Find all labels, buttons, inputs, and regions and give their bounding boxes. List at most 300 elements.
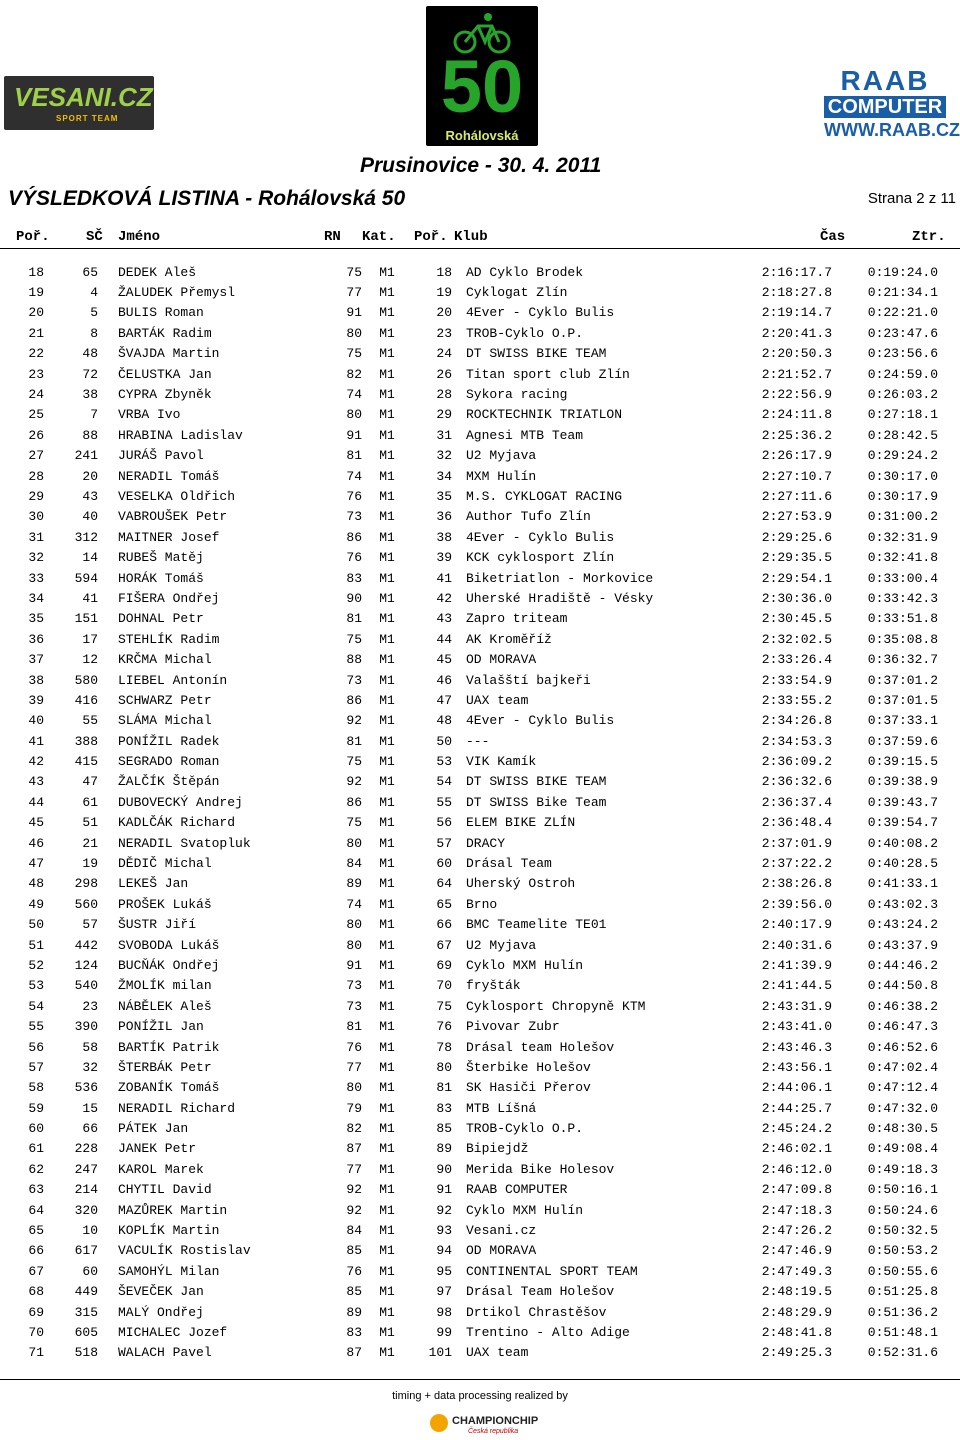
cell-time: 2:39:56.0 xyxy=(761,896,832,912)
table-row xyxy=(0,833,938,853)
cell-time: 2:30:45.5 xyxy=(761,611,832,627)
cell-name: NÁBĚLEK Aleš xyxy=(118,998,212,1014)
cell-category-position: 55 xyxy=(436,794,452,810)
cell-name: CHYTIL David xyxy=(118,1182,212,1198)
cell-time: 2:44:25.7 xyxy=(761,1100,832,1116)
cell-position: 45 xyxy=(28,815,44,831)
cell-category: M1 xyxy=(379,1039,395,1055)
cell-club: Merida Bike Holesov xyxy=(466,1161,615,1177)
cell-position: 21 xyxy=(28,325,44,341)
cell-time: 2:43:31.9 xyxy=(761,998,832,1014)
cell-category-position: 54 xyxy=(436,774,452,790)
cell-start-number: 536 xyxy=(74,1080,98,1096)
results-body xyxy=(0,262,938,1363)
cell-category: M1 xyxy=(379,427,395,443)
cell-club: Agnesi MTB Team xyxy=(466,427,584,443)
cell-start-number: 5 xyxy=(90,305,98,321)
cell-category: M1 xyxy=(379,917,395,933)
cell-loss: 0:37:33.1 xyxy=(867,713,938,729)
cell-time: 2:33:54.9 xyxy=(761,672,832,688)
cell-category: M1 xyxy=(379,529,395,545)
cell-position: 19 xyxy=(28,285,44,301)
championchip-icon xyxy=(430,1414,448,1432)
col-klub: Klub xyxy=(454,229,488,245)
cell-loss: 0:50:53.2 xyxy=(867,1243,938,1259)
cell-club: UAX team xyxy=(466,1345,529,1361)
cell-loss: 0:39:43.7 xyxy=(867,794,938,810)
cell-loss: 0:29:24.2 xyxy=(867,448,938,464)
cell-club: AK Kroměříž xyxy=(466,631,552,647)
cell-time: 2:29:25.6 xyxy=(761,529,832,545)
cell-category: M1 xyxy=(379,488,395,504)
cell-category-position: 42 xyxy=(436,590,452,606)
cell-position: 46 xyxy=(28,835,44,851)
cell-position: 31 xyxy=(28,529,44,545)
cell-category: M1 xyxy=(379,285,395,301)
cell-start-number: 21 xyxy=(82,835,98,851)
cell-category: M1 xyxy=(379,835,395,851)
cell-name: BUCŇÁK Ondřej xyxy=(118,957,220,973)
cell-birth-year: 76 xyxy=(346,488,362,504)
table-row xyxy=(0,1037,938,1057)
cell-club: CONTINENTAL SPORT TEAM xyxy=(466,1263,638,1279)
cell-club: BMC Teamelite TE01 xyxy=(466,917,607,933)
cell-category: M1 xyxy=(379,1100,395,1116)
table-row xyxy=(0,425,938,445)
cell-start-number: 38 xyxy=(82,387,98,403)
cell-club: DT SWISS BIKE TEAM xyxy=(466,346,607,362)
cell-club: Zapro triteam xyxy=(466,611,568,627)
cell-category-position: 29 xyxy=(436,407,452,423)
table-row xyxy=(0,649,938,669)
cell-start-number: 390 xyxy=(74,1019,98,1035)
cell-birth-year: 91 xyxy=(346,427,362,443)
cell-birth-year: 83 xyxy=(346,570,362,586)
cell-category-position: 64 xyxy=(436,876,452,892)
cell-time: 2:21:52.7 xyxy=(761,366,832,382)
cell-category-position: 85 xyxy=(436,1121,452,1137)
cell-start-number: 32 xyxy=(82,1059,98,1075)
cell-birth-year: 85 xyxy=(346,1284,362,1300)
cell-name: DUBOVECKÝ Andrej xyxy=(118,794,243,810)
table-row xyxy=(0,609,938,629)
cell-club: RAAB COMPUTER xyxy=(466,1182,568,1198)
cell-birth-year: 91 xyxy=(346,957,362,973)
cell-birth-year: 89 xyxy=(346,1304,362,1320)
cell-category-position: 92 xyxy=(436,1202,452,1218)
cell-loss: 0:33:00.4 xyxy=(867,570,938,586)
cell-time: 2:27:53.9 xyxy=(761,509,832,525)
cell-name: PROŠEK Lukáš xyxy=(118,896,212,912)
cell-time: 2:24:11.8 xyxy=(761,407,832,423)
cell-name: ŠVAJDA Martin xyxy=(118,346,220,362)
table-row xyxy=(0,874,938,894)
table-row xyxy=(0,813,938,833)
table-row xyxy=(0,486,938,506)
table-row xyxy=(0,568,938,588)
championchip-logo-name: CHAMPIONCHIP xyxy=(452,1415,539,1427)
rohalovska-logo-number: 50 xyxy=(440,45,524,128)
cell-category-position: 95 xyxy=(436,1263,452,1279)
cell-name: HORÁK Tomáš xyxy=(118,570,204,586)
cell-name: SLÁMA Michal xyxy=(118,713,212,729)
cell-club: DRACY xyxy=(466,835,506,851)
cell-position: 39 xyxy=(28,692,44,708)
cell-category-position: 89 xyxy=(436,1141,452,1157)
championchip-logo xyxy=(430,1412,540,1436)
cell-time: 2:37:01.9 xyxy=(761,835,832,851)
cell-name: FIŠERA Ondřej xyxy=(118,590,220,606)
cell-position: 54 xyxy=(28,998,44,1014)
cell-time: 2:27:11.6 xyxy=(761,488,832,504)
cell-time: 2:44:06.1 xyxy=(761,1080,832,1096)
cell-category-position: 80 xyxy=(436,1059,452,1075)
cell-name: RUBEŠ Matěj xyxy=(118,550,204,566)
cell-birth-year: 75 xyxy=(346,264,362,280)
cell-birth-year: 92 xyxy=(346,1182,362,1198)
cell-club: TROB-Cyklo O.P. xyxy=(466,325,584,341)
cell-birth-year: 77 xyxy=(346,285,362,301)
cell-start-number: 55 xyxy=(82,713,98,729)
cell-club: Valašští bajkeři xyxy=(466,672,591,688)
cell-category-position: 43 xyxy=(436,611,452,627)
cell-club: Sykora racing xyxy=(466,387,568,403)
page-number: Strana 2 z 11 xyxy=(867,190,956,207)
cell-name: JURÁŠ Pavol xyxy=(118,448,204,464)
cell-category-position: 41 xyxy=(436,570,452,586)
vesani-logo-text: VESANI.CZ xyxy=(14,82,153,112)
cell-start-number: 40 xyxy=(82,509,98,525)
table-row xyxy=(0,323,938,343)
cell-position: 50 xyxy=(28,917,44,933)
cell-position: 47 xyxy=(28,856,44,872)
cell-club: M.S. CYKLOGAT RACING xyxy=(466,488,623,504)
cell-birth-year: 79 xyxy=(346,1100,362,1116)
col-rn: RN xyxy=(324,229,341,245)
cell-category: M1 xyxy=(379,590,395,606)
cell-loss: 0:35:08.8 xyxy=(867,631,938,647)
cell-position: 56 xyxy=(28,1039,44,1055)
cell-loss: 0:48:30.5 xyxy=(867,1121,938,1137)
cell-name: HRABINA Ladislav xyxy=(118,427,243,443)
cell-time: 2:46:12.0 xyxy=(761,1161,832,1177)
table-row xyxy=(0,792,938,812)
table-row xyxy=(0,1322,938,1342)
table-row xyxy=(0,547,938,567)
cell-loss: 0:50:24.6 xyxy=(867,1202,938,1218)
cell-start-number: 560 xyxy=(74,896,98,912)
cell-birth-year: 75 xyxy=(346,815,362,831)
table-row xyxy=(0,446,938,466)
cell-loss: 0:37:59.6 xyxy=(867,733,938,749)
cell-category: M1 xyxy=(379,1284,395,1300)
cell-time: 2:46:02.1 xyxy=(761,1141,832,1157)
cell-club: VIK Kamík xyxy=(466,754,537,770)
cell-start-number: 47 xyxy=(82,774,98,790)
cell-loss: 0:37:01.2 xyxy=(867,672,938,688)
cell-start-number: 449 xyxy=(74,1284,98,1300)
cell-loss: 0:44:46.2 xyxy=(867,957,938,973)
cell-position: 65 xyxy=(28,1223,44,1239)
cell-name: NERADIL Tomáš xyxy=(118,468,220,484)
cell-loss: 0:41:33.1 xyxy=(867,876,938,892)
cell-position: 70 xyxy=(28,1325,44,1340)
cell-birth-year: 75 xyxy=(346,631,362,647)
cell-time: 2:22:56.9 xyxy=(761,387,832,403)
col-por: Poř. xyxy=(16,229,50,245)
cell-birth-year: 80 xyxy=(346,407,362,423)
cell-category: M1 xyxy=(379,856,395,872)
cell-club: UAX team xyxy=(466,692,529,708)
table-row xyxy=(0,282,938,302)
table-row xyxy=(0,507,938,527)
cell-time: 2:47:26.2 xyxy=(761,1223,832,1239)
cell-category: M1 xyxy=(379,896,395,912)
cell-loss: 0:39:15.5 xyxy=(867,754,938,770)
cell-category: M1 xyxy=(379,611,395,627)
cell-category: M1 xyxy=(379,998,395,1014)
cell-category: M1 xyxy=(379,1243,395,1259)
cell-club: 4Ever - Cyklo Bulis xyxy=(466,529,615,545)
cell-category: M1 xyxy=(379,1019,395,1035)
cell-category: M1 xyxy=(379,1059,395,1075)
cell-category: M1 xyxy=(379,815,395,831)
cell-birth-year: 74 xyxy=(346,896,362,912)
cell-loss: 0:19:24.0 xyxy=(867,264,938,280)
cell-club: Cyklo MXM Hulín xyxy=(466,1202,584,1218)
cell-category-position: 70 xyxy=(436,978,452,994)
cell-time: 2:36:09.2 xyxy=(761,754,832,770)
cell-loss: 0:37:01.5 xyxy=(867,692,938,708)
cell-birth-year: 83 xyxy=(346,1325,362,1340)
cell-category-position: 81 xyxy=(436,1080,452,1096)
cell-name: NERADIL Richard xyxy=(118,1100,236,1116)
cell-category-position: 47 xyxy=(436,692,452,708)
cell-category: M1 xyxy=(379,713,395,729)
table-row xyxy=(0,1200,938,1220)
cell-name: WALACH Pavel xyxy=(118,1345,212,1361)
table-row xyxy=(0,1241,938,1261)
cell-name: ŽALČÍK Štěpán xyxy=(118,774,220,790)
cell-position: 25 xyxy=(28,407,44,423)
cell-category-position: 24 xyxy=(436,346,452,362)
cell-time: 2:41:44.5 xyxy=(761,978,832,994)
raab-logo-url: WWW.RAAB.CZ xyxy=(824,120,960,140)
cell-time: 2:20:41.3 xyxy=(761,325,832,341)
cell-birth-year: 81 xyxy=(346,1019,362,1035)
cell-position: 62 xyxy=(28,1161,44,1177)
cell-position: 26 xyxy=(28,427,44,443)
cell-club: Titan sport club Zlín xyxy=(466,366,630,382)
table-row xyxy=(0,996,938,1016)
cell-name: LEKEŠ Jan xyxy=(118,876,189,892)
cell-start-number: 320 xyxy=(74,1202,98,1218)
cell-category-position: 20 xyxy=(436,305,452,321)
cell-category-position: 76 xyxy=(436,1019,452,1035)
table-row xyxy=(0,690,938,710)
vesani-logo-subtext: SPORT TEAM xyxy=(56,114,119,123)
cell-club: Bipiejdž xyxy=(466,1141,529,1157)
col-sc: SČ xyxy=(86,229,103,245)
cell-loss: 0:49:08.4 xyxy=(867,1141,938,1157)
page-title: VÝSLEDKOVÁ LISTINA - Rohálovská 50 xyxy=(8,187,406,210)
cell-category: M1 xyxy=(379,1182,395,1198)
cell-name: MAZŮREK Martin xyxy=(118,1202,228,1218)
cell-name: VABROUŠEK Petr xyxy=(118,509,228,525)
cell-loss: 0:30:17.9 xyxy=(867,488,938,504)
cell-birth-year: 80 xyxy=(346,835,362,851)
cell-time: 2:16:17.7 xyxy=(761,264,832,280)
table-row xyxy=(0,364,938,384)
cell-birth-year: 92 xyxy=(346,713,362,729)
cell-category: M1 xyxy=(379,631,395,647)
cell-category: M1 xyxy=(379,733,395,749)
cell-time: 2:34:26.8 xyxy=(761,713,832,729)
table-row xyxy=(0,1282,938,1302)
cell-birth-year: 86 xyxy=(346,794,362,810)
cell-category: M1 xyxy=(379,570,395,586)
cell-name: SEGRADO Roman xyxy=(118,754,220,770)
cell-time: 2:18:27.8 xyxy=(761,285,832,301)
cell-start-number: 617 xyxy=(74,1243,98,1259)
cell-club: Cyklo MXM Hulín xyxy=(466,957,584,973)
cell-name: ŠUSTR Jiří xyxy=(118,917,197,933)
cell-start-number: 580 xyxy=(74,672,98,688)
championchip-logo-sub: Česká republika xyxy=(468,1428,519,1435)
cell-category: M1 xyxy=(379,937,395,953)
cell-position: 24 xyxy=(28,387,44,403)
cell-start-number: 594 xyxy=(74,570,98,586)
cell-position: 42 xyxy=(28,754,44,770)
cell-category-position: 66 xyxy=(436,917,452,933)
table-row xyxy=(0,711,938,731)
cell-name: DOHNAL Petr xyxy=(118,611,204,627)
cell-category-position: 57 xyxy=(436,835,452,851)
cell-start-number: 312 xyxy=(74,529,98,545)
cell-time: 2:34:53.3 xyxy=(761,733,832,749)
cell-time: 2:27:10.7 xyxy=(761,468,832,484)
cell-position: 69 xyxy=(28,1304,44,1320)
table-row xyxy=(0,1261,938,1281)
cell-start-number: 540 xyxy=(74,978,98,994)
cell-birth-year: 81 xyxy=(346,611,362,627)
cell-position: 67 xyxy=(28,1263,44,1279)
cell-time: 2:32:02.5 xyxy=(761,631,832,647)
cell-time: 2:48:29.9 xyxy=(761,1304,832,1320)
cell-club: Drásal team Holešov xyxy=(466,1039,615,1055)
cell-category-position: 44 xyxy=(436,631,452,647)
table-row xyxy=(0,405,938,425)
cell-club: MTB Líšná xyxy=(466,1100,537,1116)
cell-birth-year: 74 xyxy=(346,387,362,403)
cell-category: M1 xyxy=(379,1325,395,1340)
cell-loss: 0:31:00.2 xyxy=(867,509,938,525)
cell-loss: 0:46:52.6 xyxy=(867,1039,938,1055)
cell-category-position: 53 xyxy=(436,754,452,770)
cell-club: TROB-Cyklo O.P. xyxy=(466,1121,584,1137)
table-row xyxy=(0,976,938,996)
cell-category-position: 60 xyxy=(436,856,452,872)
cell-time: 2:48:41.8 xyxy=(761,1325,832,1340)
cell-position: 58 xyxy=(28,1080,44,1096)
cell-time: 2:20:50.3 xyxy=(761,346,832,362)
cell-time: 2:29:35.5 xyxy=(761,550,832,566)
cell-birth-year: 92 xyxy=(346,774,362,790)
cell-category: M1 xyxy=(379,468,395,484)
table-row xyxy=(0,853,938,873)
cell-birth-year: 73 xyxy=(346,978,362,994)
cell-category-position: 39 xyxy=(436,550,452,566)
cell-start-number: 66 xyxy=(82,1121,98,1137)
cell-start-number: 8 xyxy=(90,325,98,341)
cell-category-position: 101 xyxy=(428,1345,452,1361)
cell-category-position: 18 xyxy=(436,264,452,280)
cell-time: 2:37:22.2 xyxy=(761,856,832,872)
cell-name: ŽALUDEK Přemysl xyxy=(118,285,236,301)
cell-position: 20 xyxy=(28,305,44,321)
cell-start-number: 88 xyxy=(82,427,98,443)
cell-club: Pivovar Zubr xyxy=(466,1019,560,1035)
cell-category-position: 36 xyxy=(436,509,452,525)
cell-start-number: 48 xyxy=(82,346,98,362)
cell-loss: 0:50:16.1 xyxy=(867,1182,938,1198)
cell-birth-year: 77 xyxy=(346,1059,362,1075)
table-row xyxy=(0,262,938,282)
cell-name: ŠTERBÁK Petr xyxy=(118,1059,212,1075)
cell-start-number: 151 xyxy=(74,611,98,627)
cell-loss: 0:21:34.1 xyxy=(867,285,938,301)
cell-name: MICHALEC Jozef xyxy=(118,1325,228,1340)
cell-birth-year: 76 xyxy=(346,1263,362,1279)
cell-club: OD MORAVA xyxy=(466,652,537,668)
col-cas: Čas xyxy=(820,229,846,245)
cell-birth-year: 86 xyxy=(346,692,362,708)
table-row xyxy=(0,1118,938,1138)
cell-category: M1 xyxy=(379,550,395,566)
cell-position: 57 xyxy=(28,1059,44,1075)
cell-category-position: 97 xyxy=(436,1284,452,1300)
table-row xyxy=(0,1016,938,1036)
cell-start-number: 23 xyxy=(82,998,98,1014)
cell-position: 18 xyxy=(28,264,44,280)
cell-start-number: 247 xyxy=(74,1161,98,1177)
cell-birth-year: 87 xyxy=(346,1345,362,1361)
cell-category-position: 69 xyxy=(436,957,452,973)
cell-position: 68 xyxy=(28,1284,44,1300)
cell-category: M1 xyxy=(379,305,395,321)
table-row xyxy=(0,1180,938,1200)
cell-category-position: 19 xyxy=(436,285,452,301)
table-row xyxy=(0,955,938,975)
cell-time: 2:47:46.9 xyxy=(761,1243,832,1259)
raab-logo-computer: COMPUTER xyxy=(824,96,946,118)
cell-name: KAROL Marek xyxy=(118,1161,204,1177)
cell-loss: 0:50:32.5 xyxy=(867,1223,938,1239)
cell-category: M1 xyxy=(379,1121,395,1137)
cell-category-position: 67 xyxy=(436,937,452,953)
cell-loss: 0:39:38.9 xyxy=(867,774,938,790)
cell-birth-year: 80 xyxy=(346,325,362,341)
cell-name: VESELKA Oldřich xyxy=(118,488,236,504)
table-row xyxy=(0,1057,938,1077)
cell-club: Drásal Team Holešov xyxy=(466,1284,615,1300)
cell-time: 2:36:48.4 xyxy=(761,815,832,831)
cell-name: ŽMOLÍK milan xyxy=(118,978,212,994)
cell-category-position: 90 xyxy=(436,1161,452,1177)
cell-start-number: 518 xyxy=(74,1345,98,1361)
cell-start-number: 388 xyxy=(74,733,98,749)
cell-loss: 0:22:21.0 xyxy=(867,305,938,321)
